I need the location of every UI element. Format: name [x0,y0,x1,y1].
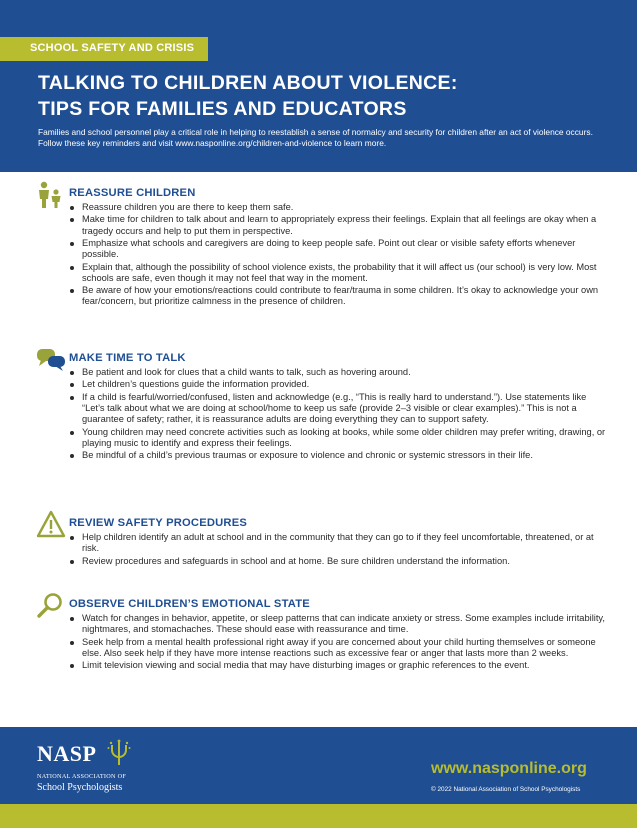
list-item: Reassure children you are there to keep them safe. [70,202,610,213]
list-item: Watch for changes in behavior, appetite, or sleep patterns that can indicate anxiety or stress. Some examples include irritability, nightmares, and stomachaches. These should ease with reassurance and time. [70,613,610,635]
list-item: Limit television viewing and social media that may have disturbing images or graphic references to the event. [70,660,610,671]
copyright-text: © 2022 National Association of School Psychologists [431,786,581,793]
list-item: Emphasize what schools and caregivers are doing to keep people safe. Point out clear or visible safety efforts whenever possible. [70,238,610,260]
list-item: Be patient and look for clues that a child wants to talk, such as hovering around. [70,367,610,378]
footer-accent-bar [0,804,637,828]
nasp-logo [37,741,167,801]
list-item: Review procedures and safeguards in school and at home. Be sure children understand the information. [70,556,610,567]
list-item: Young children may need concrete activities such as looking at books, while some older children may prefer writing, drawing, or playing music to identify and express their feelings. [70,427,610,449]
title-line-2: TIPS FOR FAMILIES AND EDUCATORS [38,98,407,120]
list-item: Seek help from a mental health professional right away if you are concerned about your child hurting themselves or someone else. Also seek help if they have more intense reactions such as excessive fear or anger that lasts more than 2 weeks. [70,637,610,659]
list-item: Let children’s questions guide the information provided. [70,379,610,390]
list-item: Explain that, although the possibility of school violence exists, the probability that it will affect us (our school) is very low. Most schools are safe, even though it may not feel that way in the moment. [70,262,610,284]
website-link[interactable]: www.nasponline.org [431,760,587,777]
category-tag: SCHOOL SAFETY AND CRISIS [0,37,208,61]
title-line-1: TALKING TO CHILDREN ABOUT VIOLENCE: [38,72,458,94]
list-item: Make time for children to talk about and learn to appropriately express their feelings. Explain that all feelings are okay when a tragedy occurs and help to put them in perspective. [70,214,610,236]
intro-paragraph: Families and school personnel play a critical role in helping to reestablish a sense of normalcy and security for children after an act of violence occurs. Follow these key reminders and visit www.nasponline.org/children-and-violence to learn more. [38,127,593,149]
family-icon [36,180,66,210]
bullet-list [70,202,610,309]
list-item: If a child is fearful/worried/confused, listen and acknowledge (e.g., “This is really hard to understand.”). Use statements like “Let’s talk about what we are doing at school/home to keep us safe (provide 2–3 visible or clear examples).” This is not a guarantee of safety; rather, it is reassurance adults are doing everything they can to support safety. [70,392,610,426]
warning-icon [36,510,66,540]
section-title: MAKE TIME TO TALK [69,352,186,364]
section-title: OBSERVE CHILDREN’S EMOTIONAL STATE [69,598,310,610]
section-title: REVIEW SAFETY PROCEDURES [69,517,248,529]
bullet-list [70,367,610,463]
logo-wordmark: NASP [37,741,97,766]
bullet-list [70,532,610,568]
list-item: Help children identify an adult at school and in the community that they can go to if they feel uncomfortable, threatened, or at risk. [70,532,610,554]
bullet-list [70,613,610,673]
psi-icon [107,739,131,767]
logo-org-line: NATIONAL ASSOCIATION OF [37,773,127,780]
magnifier-icon [36,591,66,621]
page-title [38,70,618,122]
section-title: REASSURE CHILDREN [69,187,196,199]
list-item: Be mindful of a child’s previous traumas or exposure to violence and chronic or systemic stressors in their life. [70,450,610,461]
speech-bubbles-icon [36,345,66,375]
logo-org-name: School Psychologists [37,782,123,793]
list-item: Be aware of how your emotions/reactions could contribute to fear/trauma in some children. It’s okay to acknowledge your own fear/concern, but prioritize calmness in the presence of children. [70,285,610,307]
